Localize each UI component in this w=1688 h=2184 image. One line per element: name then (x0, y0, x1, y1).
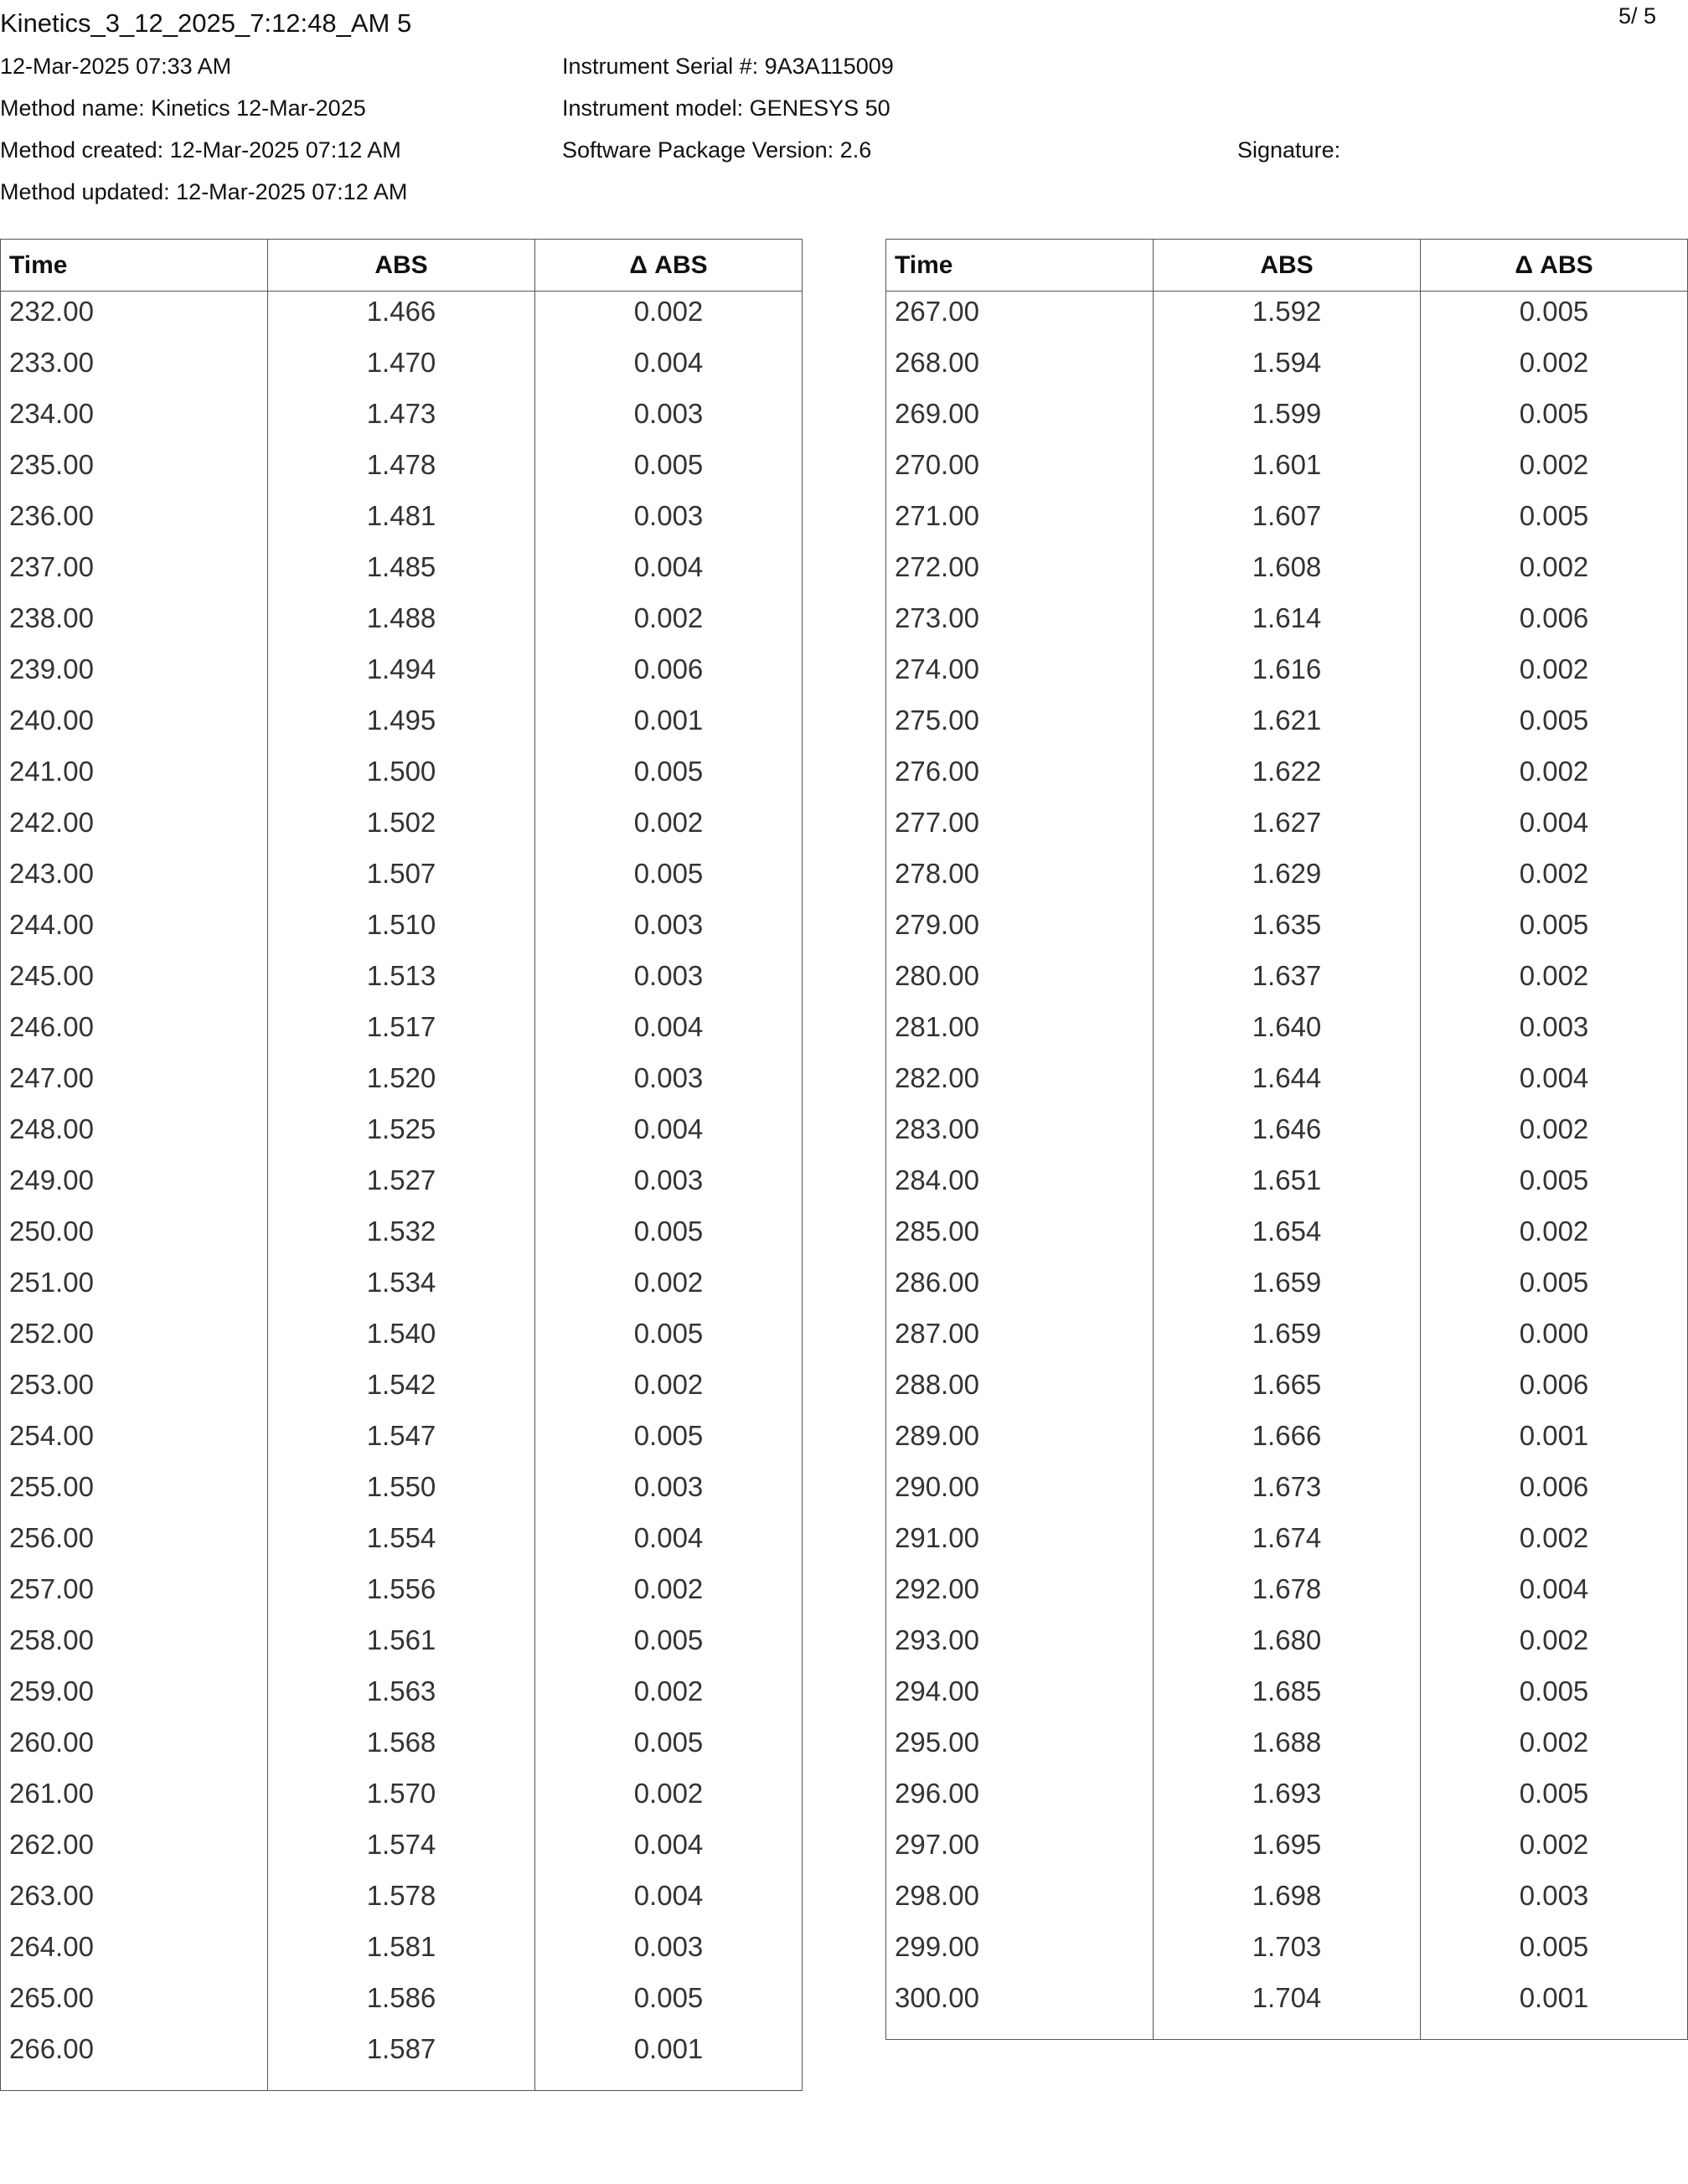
delta-abs-cell: 0.005 (535, 1722, 803, 1774)
abs-cell: 1.640 (1154, 1007, 1421, 1058)
table-row (1, 343, 803, 394)
delta-abs-cell: 0.006 (1421, 1365, 1688, 1416)
abs-cell: 1.525 (268, 1109, 535, 1160)
delta-abs-cell: 0.003 (535, 496, 803, 547)
delta-abs-cell: 0.004 (535, 1876, 803, 1927)
time-cell: 274.00 (886, 649, 1154, 700)
time-cell: 294.00 (886, 1671, 1154, 1722)
time-cell: 243.00 (1, 854, 268, 905)
table-row (886, 1722, 1688, 1774)
table-row (1, 1825, 803, 1876)
time-cell: 299.00 (886, 1927, 1154, 1978)
time-cell: 291.00 (886, 1518, 1154, 1569)
delta-abs-cell: 0.005 (535, 1211, 803, 1262)
time-cell: 250.00 (1, 1211, 268, 1262)
time-cell: 281.00 (886, 1007, 1154, 1058)
delta-abs-cell: 0.002 (1421, 751, 1688, 803)
time-cell: 297.00 (886, 1825, 1154, 1876)
time-cell: 248.00 (1, 1109, 268, 1160)
time-cell: 239.00 (1, 649, 268, 700)
time-cell: 268.00 (886, 343, 1154, 394)
abs-cell: 1.674 (1154, 1518, 1421, 1569)
delta-abs-cell: 0.005 (1421, 1160, 1688, 1211)
time-cell: 266.00 (1, 2029, 268, 2091)
abs-cell: 1.608 (1154, 547, 1421, 598)
delta-abs-cell: 0.005 (1421, 1262, 1688, 1314)
time-cell: 296.00 (886, 1774, 1154, 1825)
abs-cell: 1.654 (1154, 1211, 1421, 1262)
abs-cell: 1.614 (1154, 598, 1421, 649)
table-row (1, 1160, 803, 1211)
time-cell: 233.00 (1, 343, 268, 394)
abs-cell: 1.629 (1154, 854, 1421, 905)
table-row (1, 2029, 803, 2091)
abs-cell: 1.673 (1154, 1467, 1421, 1518)
time-cell: 255.00 (1, 1467, 268, 1518)
delta-abs-cell: 0.004 (535, 1109, 803, 1160)
delta-abs-cell: 0.006 (1421, 598, 1688, 649)
time-cell: 280.00 (886, 956, 1154, 1007)
time-cell: 257.00 (1, 1569, 268, 1620)
column-header-abs: ABS (268, 240, 535, 292)
table-row (886, 1978, 1688, 2040)
table-row (886, 751, 1688, 803)
delta-abs-cell: 0.003 (535, 905, 803, 956)
abs-cell: 1.695 (1154, 1825, 1421, 1876)
time-cell: 261.00 (1, 1774, 268, 1825)
time-cell: 262.00 (1, 1825, 268, 1876)
delta-abs-cell: 0.001 (1421, 1416, 1688, 1467)
abs-cell: 1.581 (268, 1927, 535, 1978)
table-row (1, 1722, 803, 1774)
abs-cell: 1.542 (268, 1365, 535, 1416)
abs-cell: 1.568 (268, 1722, 535, 1774)
time-cell: 273.00 (886, 598, 1154, 649)
time-cell: 249.00 (1, 1160, 268, 1211)
abs-cell: 1.527 (268, 1160, 535, 1211)
delta-abs-cell: 0.004 (535, 343, 803, 394)
delta-abs-cell: 0.003 (535, 956, 803, 1007)
abs-cell: 1.637 (1154, 956, 1421, 1007)
abs-cell: 1.510 (268, 905, 535, 956)
time-cell: 285.00 (886, 1211, 1154, 1262)
delta-abs-cell: 0.004 (535, 1825, 803, 1876)
time-cell: 238.00 (1, 598, 268, 649)
abs-cell: 1.517 (268, 1007, 535, 1058)
delta-abs-cell: 0.003 (1421, 1007, 1688, 1058)
time-cell: 254.00 (1, 1416, 268, 1467)
time-cell: 292.00 (886, 1569, 1154, 1620)
table-row (1, 1569, 803, 1620)
abs-cell: 1.500 (268, 751, 535, 803)
abs-cell: 1.616 (1154, 649, 1421, 700)
abs-cell: 1.478 (268, 445, 535, 496)
abs-cell: 1.550 (268, 1467, 535, 1518)
delta-abs-cell: 0.004 (1421, 1058, 1688, 1109)
table-header-row (1, 240, 803, 292)
time-cell: 265.00 (1, 1978, 268, 2029)
delta-abs-cell: 0.004 (535, 1007, 803, 1058)
table-row (1, 1620, 803, 1671)
time-cell: 283.00 (886, 1109, 1154, 1160)
time-cell: 290.00 (886, 1467, 1154, 1518)
delta-abs-cell: 0.001 (535, 2029, 803, 2091)
abs-cell: 1.586 (268, 1978, 535, 2029)
table-header-row (886, 240, 1688, 292)
delta-abs-cell: 0.006 (535, 649, 803, 700)
table-row (1, 1416, 803, 1467)
time-cell: 295.00 (886, 1722, 1154, 1774)
delta-abs-cell: 0.002 (535, 598, 803, 649)
table-row (886, 1927, 1688, 1978)
abs-cell: 1.578 (268, 1876, 535, 1927)
delta-abs-cell: 0.002 (1421, 1518, 1688, 1569)
time-cell: 298.00 (886, 1876, 1154, 1927)
delta-abs-cell: 0.002 (1421, 1211, 1688, 1262)
time-cell: 256.00 (1, 1518, 268, 1569)
abs-cell: 1.470 (268, 343, 535, 394)
table-row (1, 854, 803, 905)
instrument-serial: Instrument Serial #: 9A3A115009 (562, 54, 894, 79)
table-row (886, 1365, 1688, 1416)
column-header-time: Time (1, 240, 268, 292)
delta-abs-cell: 0.005 (1421, 1774, 1688, 1825)
abs-cell: 1.651 (1154, 1160, 1421, 1211)
delta-abs-cell: 0.002 (535, 1262, 803, 1314)
time-cell: 253.00 (1, 1365, 268, 1416)
table-row (1, 1109, 803, 1160)
time-cell: 252.00 (1, 1314, 268, 1365)
table-row (1, 803, 803, 854)
abs-cell: 1.513 (268, 956, 535, 1007)
abs-cell: 1.693 (1154, 1774, 1421, 1825)
delta-abs-cell: 0.002 (535, 1774, 803, 1825)
table-row (886, 496, 1688, 547)
time-cell: 286.00 (886, 1262, 1154, 1314)
delta-abs-cell: 0.004 (535, 547, 803, 598)
abs-cell: 1.507 (268, 854, 535, 905)
time-cell: 267.00 (886, 292, 1154, 343)
delta-abs-cell: 0.002 (535, 292, 803, 343)
abs-cell: 1.644 (1154, 1058, 1421, 1109)
delta-abs-cell: 0.005 (1421, 1927, 1688, 1978)
table-row (886, 1314, 1688, 1365)
delta-abs-cell: 0.006 (1421, 1467, 1688, 1518)
abs-cell: 1.678 (1154, 1569, 1421, 1620)
column-header-time: Time (886, 240, 1154, 292)
table-row (886, 547, 1688, 598)
abs-cell: 1.481 (268, 496, 535, 547)
delta-abs-cell: 0.005 (535, 751, 803, 803)
table-row (1, 1058, 803, 1109)
abs-cell: 1.646 (1154, 1109, 1421, 1160)
table-row (1, 547, 803, 598)
delta-abs-cell: 0.005 (1421, 496, 1688, 547)
table-row (886, 598, 1688, 649)
time-cell: 269.00 (886, 394, 1154, 445)
delta-abs-cell: 0.002 (535, 803, 803, 854)
delta-abs-cell: 0.003 (1421, 1876, 1688, 1927)
abs-cell: 1.488 (268, 598, 535, 649)
instrument-model: Instrument model: GENESYS 50 (562, 96, 890, 121)
time-cell: 300.00 (886, 1978, 1154, 2040)
table-row (1, 751, 803, 803)
abs-cell: 1.627 (1154, 803, 1421, 854)
delta-abs-cell: 0.005 (1421, 292, 1688, 343)
delta-abs-cell: 0.002 (1421, 343, 1688, 394)
software-version: Software Package Version: 2.6 (562, 137, 872, 163)
table-row (886, 649, 1688, 700)
table-row (886, 1467, 1688, 1518)
delta-abs-cell: 0.005 (1421, 1671, 1688, 1722)
delta-abs-cell: 0.005 (535, 1416, 803, 1467)
time-cell: 247.00 (1, 1058, 268, 1109)
delta-abs-cell: 0.003 (535, 1160, 803, 1211)
table-row (886, 292, 1688, 343)
delta-abs-cell: 0.005 (535, 445, 803, 496)
table-row (886, 1569, 1688, 1620)
time-cell: 272.00 (886, 547, 1154, 598)
abs-cell: 1.532 (268, 1211, 535, 1262)
abs-cell: 1.587 (268, 2029, 535, 2091)
delta-abs-cell: 0.002 (1421, 1620, 1688, 1671)
abs-cell: 1.556 (268, 1569, 535, 1620)
delta-abs-cell: 0.001 (535, 700, 803, 751)
table-row (886, 700, 1688, 751)
table-row (886, 394, 1688, 445)
delta-abs-cell: 0.002 (1421, 445, 1688, 496)
time-cell: 263.00 (1, 1876, 268, 1927)
table-row (1, 1774, 803, 1825)
table-row (1, 292, 803, 343)
table-row (1, 1211, 803, 1262)
page-number: 5/ 5 (1618, 3, 1656, 28)
time-cell: 235.00 (1, 445, 268, 496)
table-row (1, 394, 803, 445)
method-updated: Method updated: 12-Mar-2025 07:12 AM (0, 179, 408, 204)
table-row (1, 1518, 803, 1569)
delta-abs-cell: 0.005 (535, 854, 803, 905)
time-cell: 258.00 (1, 1620, 268, 1671)
table-row (886, 854, 1688, 905)
delta-abs-cell: 0.001 (1421, 1978, 1688, 2040)
column-header-abs: ABS (1154, 240, 1421, 292)
delta-abs-cell: 0.003 (535, 1058, 803, 1109)
delta-abs-cell: 0.002 (1421, 1825, 1688, 1876)
table-row (886, 1518, 1688, 1569)
abs-cell: 1.622 (1154, 751, 1421, 803)
delta-abs-cell: 0.002 (1421, 1109, 1688, 1160)
time-cell: 240.00 (1, 700, 268, 751)
abs-cell: 1.502 (268, 803, 535, 854)
delta-abs-cell: 0.002 (535, 1569, 803, 1620)
abs-cell: 1.685 (1154, 1671, 1421, 1722)
time-cell: 287.00 (886, 1314, 1154, 1365)
abs-cell: 1.473 (268, 394, 535, 445)
table-row (886, 1876, 1688, 1927)
table-row (1, 956, 803, 1007)
abs-cell: 1.704 (1154, 1978, 1421, 2040)
abs-cell: 1.659 (1154, 1262, 1421, 1314)
time-cell: 278.00 (886, 854, 1154, 905)
abs-cell: 1.547 (268, 1416, 535, 1467)
abs-cell: 1.570 (268, 1774, 535, 1825)
table-row (886, 1262, 1688, 1314)
time-cell: 236.00 (1, 496, 268, 547)
table-row (886, 1211, 1688, 1262)
time-cell: 284.00 (886, 1160, 1154, 1211)
abs-cell: 1.592 (1154, 292, 1421, 343)
abs-cell: 1.485 (268, 547, 535, 598)
delta-abs-cell: 0.004 (1421, 803, 1688, 854)
time-cell: 242.00 (1, 803, 268, 854)
delta-abs-cell: 0.005 (1421, 700, 1688, 751)
delta-abs-cell: 0.005 (535, 1978, 803, 2029)
time-cell: 270.00 (886, 445, 1154, 496)
delta-abs-cell: 0.002 (1421, 854, 1688, 905)
table-row (886, 1774, 1688, 1825)
time-cell: 244.00 (1, 905, 268, 956)
time-cell: 288.00 (886, 1365, 1154, 1416)
table-row (886, 445, 1688, 496)
column-header-delta-abs: Δ ABS (1421, 240, 1688, 292)
table-row (886, 1671, 1688, 1722)
delta-abs-cell: 0.003 (535, 394, 803, 445)
abs-cell: 1.561 (268, 1620, 535, 1671)
table-row (886, 1416, 1688, 1467)
table-row (1, 1314, 803, 1365)
delta-abs-cell: 0.002 (1421, 956, 1688, 1007)
delta-abs-cell: 0.005 (535, 1314, 803, 1365)
abs-cell: 1.659 (1154, 1314, 1421, 1365)
table-row (886, 1825, 1688, 1876)
abs-cell: 1.540 (268, 1314, 535, 1365)
table-row (1, 649, 803, 700)
time-cell: 271.00 (886, 496, 1154, 547)
table-row (886, 1109, 1688, 1160)
time-cell: 293.00 (886, 1620, 1154, 1671)
abs-cell: 1.635 (1154, 905, 1421, 956)
delta-abs-cell: 0.004 (1421, 1569, 1688, 1620)
time-cell: 264.00 (1, 1927, 268, 1978)
table-row (1, 1365, 803, 1416)
table-row (886, 343, 1688, 394)
table-row (886, 905, 1688, 956)
time-cell: 279.00 (886, 905, 1154, 956)
time-cell: 276.00 (886, 751, 1154, 803)
table-row (1, 598, 803, 649)
abs-cell: 1.494 (268, 649, 535, 700)
report-datetime: 12-Mar-2025 07:33 AM (0, 54, 232, 79)
abs-cell: 1.688 (1154, 1722, 1421, 1774)
delta-abs-cell: 0.004 (535, 1518, 803, 1569)
table-row (1, 1927, 803, 1978)
abs-cell: 1.680 (1154, 1620, 1421, 1671)
abs-cell: 1.574 (268, 1825, 535, 1876)
table-row (1, 700, 803, 751)
table-row (886, 803, 1688, 854)
method-created: Method created: 12-Mar-2025 07:12 AM (0, 137, 401, 163)
delta-abs-cell: 0.002 (1421, 1722, 1688, 1774)
table-row (886, 1007, 1688, 1058)
data-table-left (0, 239, 803, 2091)
table-row (1, 1978, 803, 2029)
time-cell: 234.00 (1, 394, 268, 445)
abs-cell: 1.520 (268, 1058, 535, 1109)
table-row (886, 1160, 1688, 1211)
delta-abs-cell: 0.002 (535, 1365, 803, 1416)
time-cell: 246.00 (1, 1007, 268, 1058)
table-row (1, 1007, 803, 1058)
signature-label: Signature: (1237, 137, 1341, 163)
table-row (1, 905, 803, 956)
abs-cell: 1.607 (1154, 496, 1421, 547)
delta-abs-cell: 0.003 (535, 1927, 803, 1978)
delta-abs-cell: 0.000 (1421, 1314, 1688, 1365)
delta-abs-cell: 0.005 (1421, 394, 1688, 445)
abs-cell: 1.698 (1154, 1876, 1421, 1927)
abs-cell: 1.599 (1154, 394, 1421, 445)
time-cell: 245.00 (1, 956, 268, 1007)
method-name: Method name: Kinetics 12-Mar-2025 (0, 96, 366, 121)
abs-cell: 1.563 (268, 1671, 535, 1722)
data-table-right (885, 239, 1688, 2040)
time-cell: 237.00 (1, 547, 268, 598)
time-cell: 275.00 (886, 700, 1154, 751)
abs-cell: 1.621 (1154, 700, 1421, 751)
table-row (1, 1262, 803, 1314)
abs-cell: 1.495 (268, 700, 535, 751)
abs-cell: 1.594 (1154, 343, 1421, 394)
table-row (1, 1467, 803, 1518)
delta-abs-cell: 0.002 (1421, 547, 1688, 598)
time-cell: 232.00 (1, 292, 268, 343)
abs-cell: 1.703 (1154, 1927, 1421, 1978)
time-cell: 289.00 (886, 1416, 1154, 1467)
table-row (1, 1876, 803, 1927)
time-cell: 241.00 (1, 751, 268, 803)
table-row (886, 1058, 1688, 1109)
table-row (1, 445, 803, 496)
time-cell: 277.00 (886, 803, 1154, 854)
abs-cell: 1.534 (268, 1262, 535, 1314)
delta-abs-cell: 0.005 (535, 1620, 803, 1671)
delta-abs-cell: 0.003 (535, 1467, 803, 1518)
delta-abs-cell: 0.002 (1421, 649, 1688, 700)
abs-cell: 1.666 (1154, 1416, 1421, 1467)
table-row (1, 496, 803, 547)
abs-cell: 1.665 (1154, 1365, 1421, 1416)
table-row (886, 956, 1688, 1007)
abs-cell: 1.601 (1154, 445, 1421, 496)
delta-abs-cell: 0.005 (1421, 905, 1688, 956)
abs-cell: 1.554 (268, 1518, 535, 1569)
abs-cell: 1.466 (268, 292, 535, 343)
column-header-delta-abs: Δ ABS (535, 240, 803, 292)
time-cell: 282.00 (886, 1058, 1154, 1109)
time-cell: 259.00 (1, 1671, 268, 1722)
table-row (1, 1671, 803, 1722)
table-row (886, 1620, 1688, 1671)
delta-abs-cell: 0.002 (535, 1671, 803, 1722)
time-cell: 251.00 (1, 1262, 268, 1314)
time-cell: 260.00 (1, 1722, 268, 1774)
document-title: Kinetics_3_12_2025_7:12:48_AM 5 (0, 8, 412, 38)
